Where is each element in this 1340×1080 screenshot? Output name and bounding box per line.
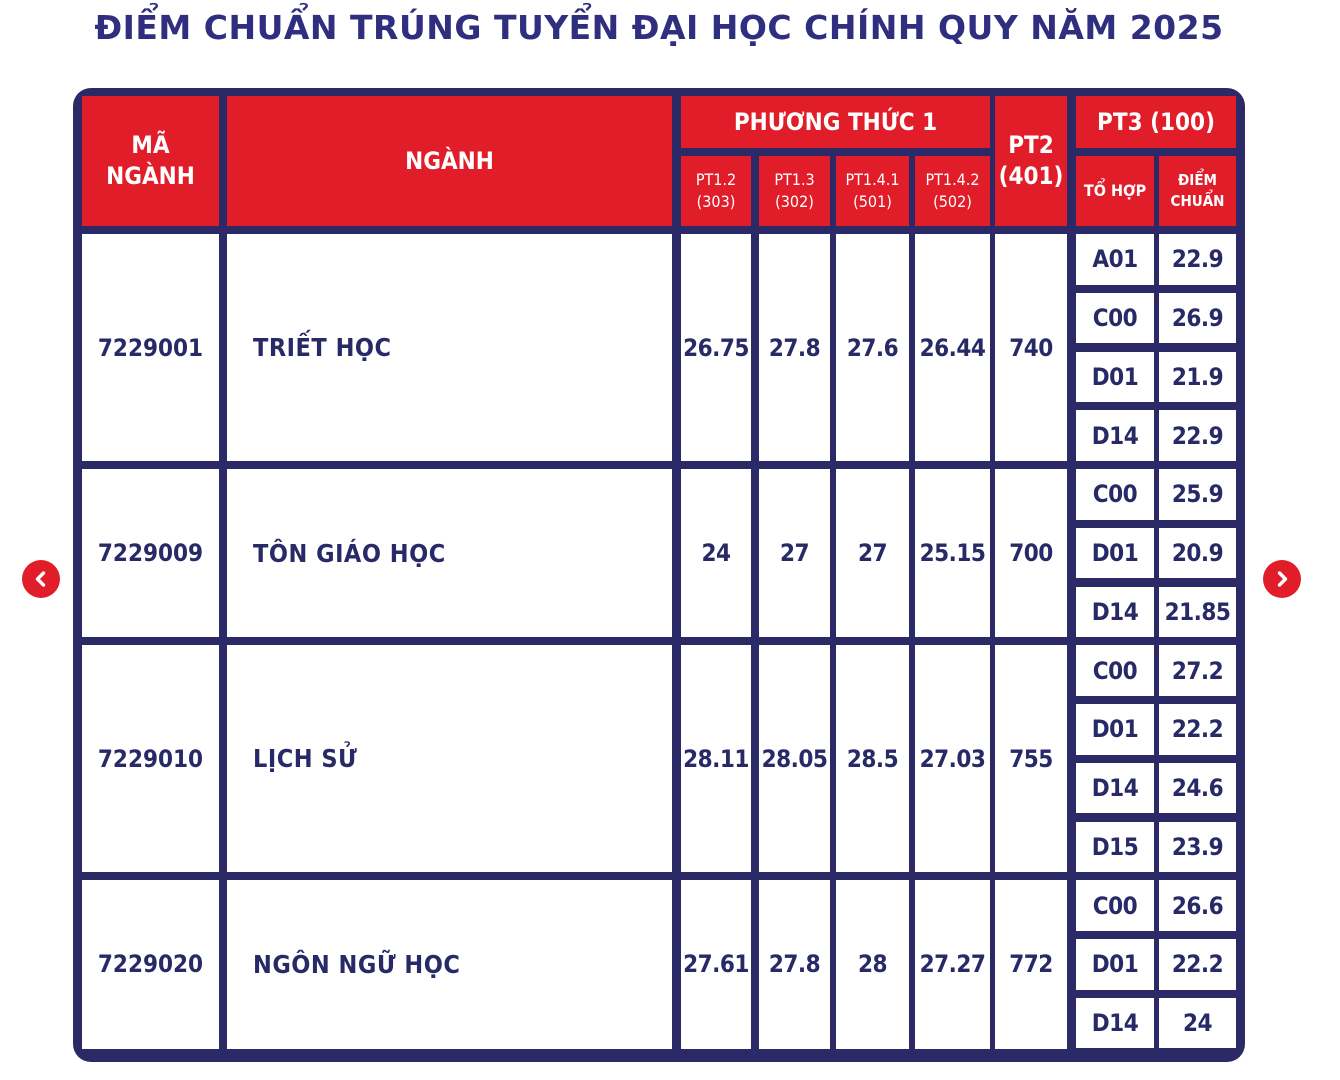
row-pt3-score: 24 <box>1159 998 1236 1049</box>
row-pt3-score: 26.6 <box>1159 880 1236 931</box>
next-button[interactable] <box>1263 560 1301 598</box>
row-pt1-score: 27.27 <box>915 880 990 1048</box>
header-pt1-2 <box>681 156 751 226</box>
row-pt3-combo: D01 <box>1076 528 1154 579</box>
row-pt1-score: 27.8 <box>759 234 830 461</box>
row-pt3-combo: D01 <box>1076 704 1154 755</box>
row-pt3-combo: D14 <box>1076 998 1154 1049</box>
row-code: 7229001 <box>82 234 219 461</box>
row-pt1-score: 25.15 <box>915 469 990 637</box>
row-pt1-score: 28.05 <box>759 645 830 872</box>
header-pt1-sub-name: PT1.3 <box>774 170 815 189</box>
header-code <box>82 96 219 226</box>
row-pt3-score: 21.85 <box>1159 587 1236 638</box>
header-pt3-combo-label: TỔ HỢP <box>1083 181 1147 200</box>
row-pt3-combo: D15 <box>1076 822 1154 873</box>
row-pt3-combo: D14 <box>1076 410 1154 461</box>
row-pt3-combo: D14 <box>1076 763 1154 814</box>
row-pt1-score: 27.6 <box>836 234 909 461</box>
row-pt1-score: 27 <box>836 469 909 637</box>
header-pt3-score-line1: ĐIỂM <box>1178 171 1217 189</box>
prev-button[interactable] <box>22 560 60 598</box>
header-pt1-sub-code: (303) <box>696 192 736 211</box>
row-pt3-combo: D01 <box>1076 939 1154 990</box>
row-pt3-combo: A01 <box>1076 234 1154 285</box>
row-pt3-combo: C00 <box>1076 880 1154 931</box>
header-pt1-sub-name: PT1.4.1 <box>845 170 900 189</box>
row-pt3-combo: C00 <box>1076 293 1154 344</box>
row-major: NGÔN NGỮ HỌC <box>227 880 672 1048</box>
row-pt3-score: 25.9 <box>1159 469 1236 520</box>
header-pt1-3 <box>759 156 830 226</box>
row-major: TÔN GIÁO HỌC <box>227 469 672 637</box>
row-pt1-score: 28.5 <box>836 645 909 872</box>
header-pt3-combo <box>1076 156 1154 226</box>
row-pt1-score: 27.03 <box>915 645 990 872</box>
row-pt3-combo: C00 <box>1076 469 1154 520</box>
row-pt2-score: 772 <box>995 880 1067 1048</box>
header-pt3-score-line2: CHUẨN <box>1170 192 1225 210</box>
row-pt3-combo: D01 <box>1076 352 1154 403</box>
chevron-right-icon <box>1272 569 1292 589</box>
row-pt3-score: 21.9 <box>1159 352 1236 403</box>
header-pt2-line2: (401) <box>998 162 1064 190</box>
header-pt1-label: PHƯƠNG THỨC 1 <box>733 108 938 136</box>
row-pt1-score: 26.75 <box>681 234 751 461</box>
row-pt1-score: 26.44 <box>915 234 990 461</box>
row-pt1-score: 27.61 <box>681 880 751 1048</box>
header-pt1-4-2 <box>915 156 990 226</box>
row-major: TRIẾT HỌC <box>227 234 672 461</box>
header-pt1-sub-name: PT1.2 <box>695 170 737 189</box>
header-pt1-4-1 <box>836 156 909 226</box>
row-pt3-score: 20.9 <box>1159 528 1236 579</box>
header-pt1 <box>681 96 990 148</box>
row-pt3-combo: D14 <box>1076 587 1154 638</box>
header-pt1-sub-code: (502) <box>933 192 972 211</box>
header-pt3-score <box>1159 156 1236 226</box>
page-title: ĐIỂM CHUẨN TRÚNG TUYỂN ĐẠI HỌC CHÍNH QUY NĂM 2025 <box>94 8 1224 47</box>
row-pt1-score: 27 <box>759 469 830 637</box>
header-code-line1: MÃ <box>131 131 170 159</box>
header-pt1-sub-name: PT1.4.2 <box>925 170 980 189</box>
row-code: 7229020 <box>82 880 219 1048</box>
row-code: 7229009 <box>82 469 219 637</box>
row-pt3-score: 22.2 <box>1159 704 1236 755</box>
score-table <box>73 88 1245 1062</box>
header-pt3-label: PT3 (100) <box>1097 108 1215 136</box>
row-pt2-score: 755 <box>995 645 1067 872</box>
row-pt1-score: 28 <box>836 880 909 1048</box>
header-major-label: NGÀNH <box>405 147 494 175</box>
row-pt1-score: 28.11 <box>681 645 751 872</box>
row-major: LỊCH SỬ <box>227 645 672 872</box>
header-pt2 <box>995 96 1067 226</box>
row-pt1-score: 27.8 <box>759 880 830 1048</box>
row-pt3-score: 27.2 <box>1159 645 1236 696</box>
row-pt3-combo: C00 <box>1076 645 1154 696</box>
row-pt3-score: 23.9 <box>1159 822 1236 873</box>
header-pt1-sub-code: (501) <box>853 192 892 211</box>
row-pt1-score: 24 <box>681 469 751 637</box>
header-major <box>227 96 672 226</box>
header-pt1-sub-code: (302) <box>775 192 814 211</box>
row-pt3-score: 22.9 <box>1159 410 1236 461</box>
row-pt2-score: 740 <box>995 234 1067 461</box>
header-pt3 <box>1076 96 1236 148</box>
header-code-line2: NGÀNH <box>106 162 195 190</box>
row-pt3-score: 26.9 <box>1159 293 1236 344</box>
row-pt3-score: 24.6 <box>1159 763 1236 814</box>
row-pt3-score: 22.2 <box>1159 939 1236 990</box>
header-pt2-line1: PT2 <box>1008 131 1054 159</box>
chevron-left-icon <box>31 569 51 589</box>
row-pt2-score: 700 <box>995 469 1067 637</box>
row-pt3-score: 22.9 <box>1159 234 1236 285</box>
row-code: 7229010 <box>82 645 219 872</box>
